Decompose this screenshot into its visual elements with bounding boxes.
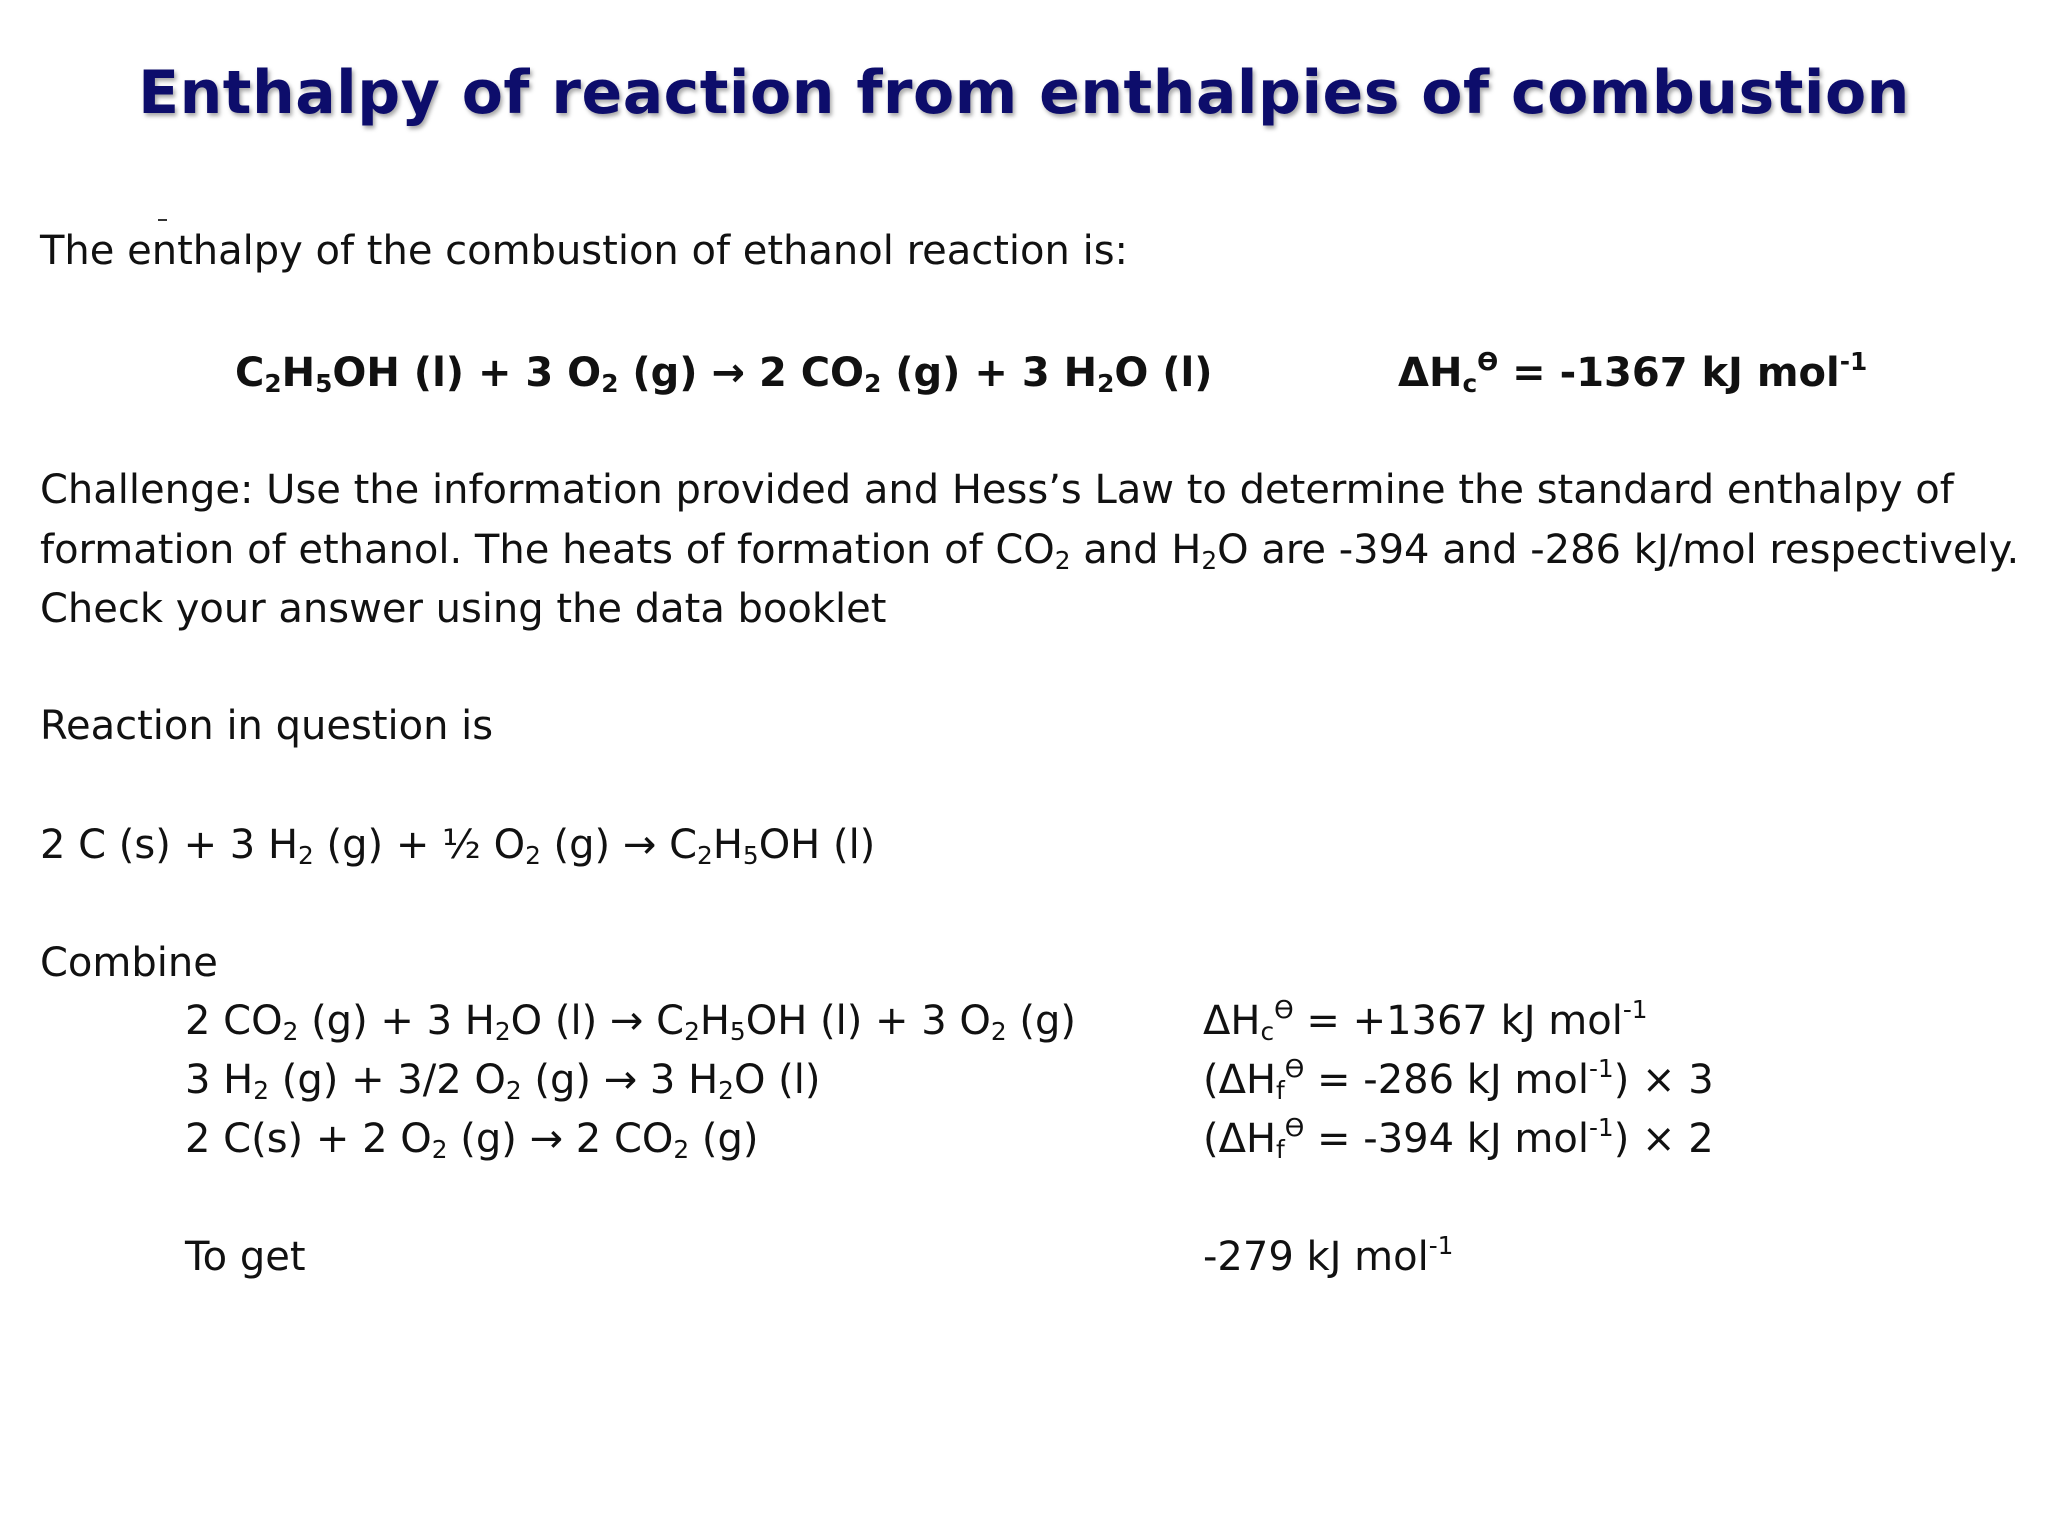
target-equation: 2 C (s) + 3 $H_2$ (g) + ½ $O_2$ $(g) \to C_2H_5OH$ (l)	[40, 822, 876, 871]
step-enthalpy-2: ($\Delta H_f^ϴ = -286$ kJ mol$^{-1}$) × 3	[1203, 1053, 1714, 1106]
challenge-line-1: Challenge: Use the information provided and Hess’s Law to determine the standard enthalpy of	[40, 467, 1954, 513]
step-equation-2: 3 $H_2$ (g) + 3/2 $O_2$ (g) → 3 $H_2O$ (l)	[185, 1057, 821, 1106]
challenge-line-2: formation of ethanol. The heats of formation of $CO_2$ and $H_2O$ are -394 and -286 kJ/mol respectively.	[40, 527, 2020, 576]
challenge-line-3: Check your answer using the data booklet	[40, 586, 887, 632]
step-equation-1: 2 $CO_2$ (g) + 3 $H_2O$ $(l) \to C_2H_5OH$ (l) + 3 $O_2$ (g)	[185, 998, 1077, 1047]
slide-title: Enthalpy of reaction from enthalpies of combustion	[138, 58, 1910, 128]
intro-text: The enthalpy of the combustion of ethanol reaction is:	[40, 228, 1129, 274]
reaction-heading: Reaction in question is	[40, 703, 494, 749]
step-enthalpy-3: ($\Delta H_f^ϴ = -394$ kJ mol$^{-1}$) × 2	[1203, 1112, 1714, 1165]
step-equation-3: 2 C(s) + 2 $O_2$ (g) → 2 $CO_2$ (g)	[185, 1116, 759, 1165]
step-enthalpy-1: $\Delta H_c^ϴ = +1367$ kJ mol$^{-1}$	[1203, 994, 1648, 1047]
combine-heading: Combine	[40, 940, 218, 986]
result-label: To get	[185, 1234, 306, 1280]
stray-mark	[158, 219, 167, 221]
combustion-enthalpy: $\Delta H_c^ϴ = -1367$ kJ mol$^{-1}$	[1398, 346, 1868, 399]
combustion-equation: $C_2H_5OH$ (l) + 3 $O_2$ (g) → 2 $CO_2$ (g) + 3 $H_2O$ (l)	[235, 350, 1213, 399]
result-value: -279 kJ mol$^{-1}$	[1203, 1230, 1454, 1280]
